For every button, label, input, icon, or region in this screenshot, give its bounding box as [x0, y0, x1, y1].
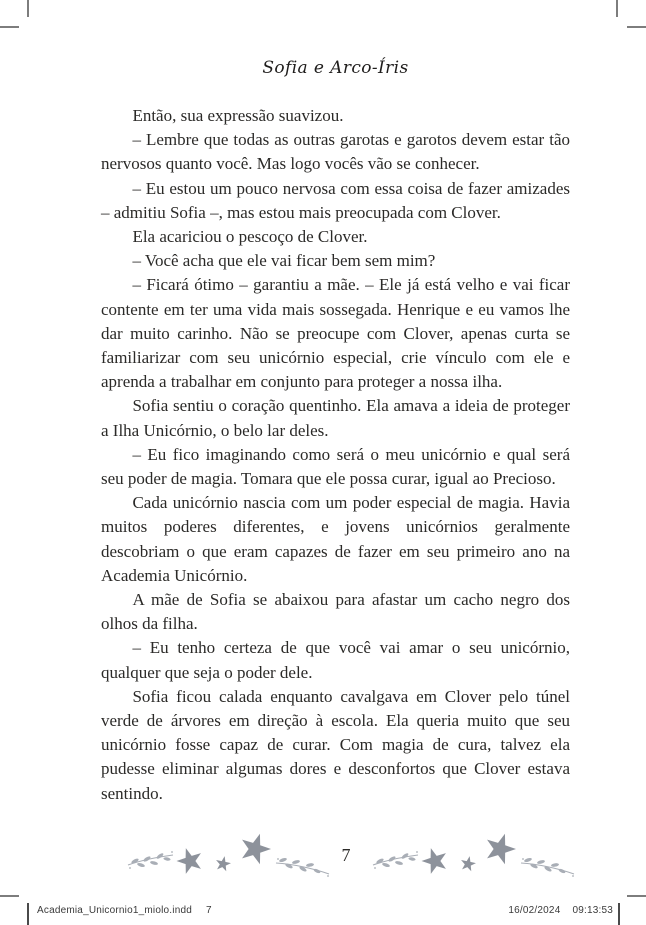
paragraph: – Ficará ótimo – garantiu a mãe. – Ele já está velho e vai ficar contente em ter uma vida mais sossegada. Henrique e eu vamos lhe dar muito carinho. Não se preocupe com Clover, apenas curta se familiarizar com seu unicórnio especial, crie vínculo com ele e aprenda a trabalhar em conjunto para proteger a nossa ilha.	[101, 275, 570, 392]
star-leaf-ornament-left	[126, 833, 331, 885]
paragraph: – Você acha que ele vai ficar bem sem mim?	[132, 251, 436, 271]
paragraph: – Lembre que todas as outras garotas e garotos devem estar tão nervosos quanto você. Mas logo vocês vão se conhecer.	[101, 130, 570, 174]
star-icon	[419, 844, 451, 875]
paragraph: Cada unicórnio nascia com um poder especial de magia. Havia muitos poderes diferentes, e jovens unicórnios geralmente descobriam o que eram capazes de fazer em seu primeiro ano na Academia Unicórnio.	[101, 493, 570, 585]
crop-mark-bottom-right-horizontal	[627, 895, 646, 897]
slug-datetime: 16/02/2024 09:13:53	[508, 905, 613, 916]
star-icon	[482, 833, 520, 866]
crop-mark-top-right-horizontal	[627, 26, 646, 28]
crop-mark-top-right-vertical	[616, 0, 618, 17]
star-leaf-ornament-right	[371, 833, 576, 885]
slug-page-number: 7	[205, 905, 212, 916]
star-icon	[237, 833, 275, 866]
star-icon	[174, 844, 206, 875]
leaf-sprig-icon	[373, 851, 418, 869]
crop-mark-top-left-horizontal	[0, 26, 19, 28]
star-icon	[459, 855, 477, 872]
slug-time: 09:13:53	[572, 905, 613, 916]
paragraph: Sofia sentiu o coração quentinho. Ela amava a ideia de proteger a Ilha Unicórnio, o belo lar deles.	[101, 396, 570, 440]
leaf-sprig-icon	[521, 857, 574, 877]
paragraph: – Eu fico imaginando como será o meu unicórnio e qual será seu poder de magia. Tomara que ele possa curar, igual ao Precioso.	[101, 444, 570, 489]
paragraph: – Eu estou um pouco nervosa com essa coisa de fazer amizades – admitiu Sofia –, mas estou mais preocupada com Clover.	[101, 178, 570, 222]
page-number: 7	[341, 845, 351, 865]
leaf-sprig-icon	[128, 851, 173, 869]
star-icon	[214, 855, 232, 872]
slug-filename: Academia_Unicornio1_miolo.indd 7	[37, 905, 212, 916]
crop-mark-top-left-vertical	[27, 0, 29, 17]
paragraph: Ela acariciou o pescoço de Clover.	[132, 227, 368, 247]
print-slug	[0, 902, 646, 920]
running-head-title: Sofia e Arco-Íris	[262, 58, 409, 78]
body-text	[101, 104, 570, 806]
leaf-sprig-icon	[276, 857, 329, 877]
paragraph: Então, sua expressão suavizou.	[132, 106, 344, 125]
paragraph: Sofia ficou calada enquanto cavalgava em Clover pelo túnel verde de árvores em direção à escola. Ela queria muito que seu unicórnio fosse capaz de curar. Com magia de cura, talvez ela pudesse eliminar algumas dores e desconfortos que Clover estava sentindo.	[101, 686, 570, 803]
paragraph: – Eu tenho certeza de que você vai amar o seu unicórnio, qualquer que seja o poder dele.	[101, 638, 570, 682]
footer-ornament-row	[0, 833, 646, 887]
paragraph: A mãe de Sofia se abaixou para afastar um cacho negro dos olhos da filha.	[101, 590, 570, 634]
crop-mark-bottom-left-horizontal	[0, 895, 19, 897]
